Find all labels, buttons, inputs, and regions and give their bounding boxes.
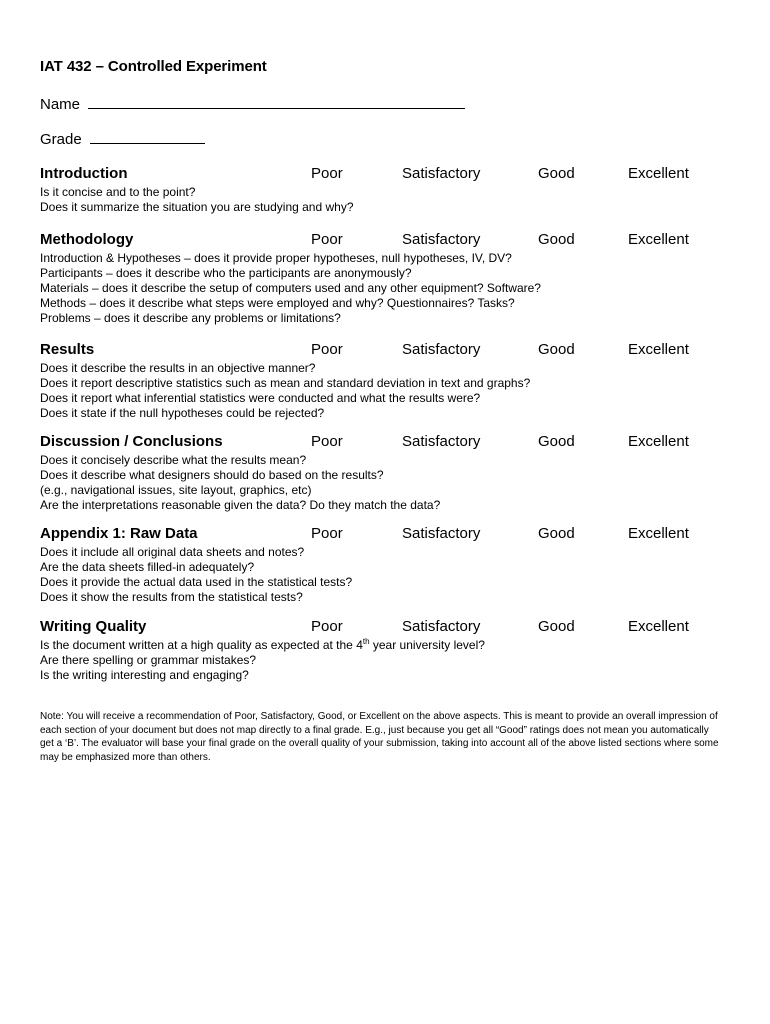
question-item: Problems – does it describe any problems or limitations? xyxy=(40,311,341,325)
section-title: Introduction xyxy=(40,165,128,182)
question-item: Does it report what inferential statistics were conducted and what the results were? xyxy=(40,391,481,405)
rating-excellent: Excellent xyxy=(628,525,689,542)
document-title: IAT 432 – Controlled Experiment xyxy=(40,58,267,75)
section-title: Writing Quality xyxy=(40,618,147,635)
section-methodology xyxy=(40,231,740,326)
rating-satisfactory: Satisfactory xyxy=(402,433,481,450)
name-blank-line xyxy=(88,94,465,109)
rating-excellent: Excellent xyxy=(628,433,689,450)
question-item: Does it concisely describe what the results mean? xyxy=(40,453,307,467)
question-item: Does it include all original data sheets and notes? xyxy=(40,545,305,559)
rating-satisfactory: Satisfactory xyxy=(402,165,481,182)
section-appendix xyxy=(40,525,740,605)
question-item: Does it report descriptive statistics such as mean and standard deviation in text and graphs? xyxy=(40,376,531,390)
rating-satisfactory: Satisfactory xyxy=(402,231,481,248)
rating-poor: Poor xyxy=(311,231,343,248)
question-item: Are the interpretations reasonable given the data? Do they match the data? xyxy=(40,498,441,512)
rating-poor: Poor xyxy=(311,165,343,182)
section-title: Methodology xyxy=(40,231,134,248)
question-text: Is the document written at a high quality as expected at the 4 xyxy=(40,638,363,652)
section-discussion xyxy=(40,433,740,513)
question-item: Participants – does it describe who the participants are anonymously? xyxy=(40,266,412,280)
section-introduction xyxy=(40,165,740,215)
rating-excellent: Excellent xyxy=(628,341,689,358)
section-title: Discussion / Conclusions xyxy=(40,433,223,450)
rating-good: Good xyxy=(538,231,575,248)
rating-poor: Poor xyxy=(311,433,343,450)
section-title: Appendix 1: Raw Data xyxy=(40,525,198,542)
rating-satisfactory: Satisfactory xyxy=(402,618,481,635)
question-item: Does it state if the null hypotheses could be rejected? xyxy=(40,406,325,420)
ordinal-suffix: th xyxy=(362,637,370,646)
question-item: (e.g., navigational issues, site layout, graphics, etc) xyxy=(40,483,312,497)
rating-excellent: Excellent xyxy=(628,231,689,248)
name-label: Name xyxy=(40,96,81,113)
rating-satisfactory: Satisfactory xyxy=(402,525,481,542)
name-field xyxy=(40,94,465,113)
rating-satisfactory: Satisfactory xyxy=(402,341,481,358)
rating-good: Good xyxy=(538,433,575,450)
question-item: Does it show the results from the statistical tests? xyxy=(40,590,303,604)
question-item: Does it describe the results in an objective manner? xyxy=(40,361,316,375)
rating-good: Good xyxy=(538,341,575,358)
rating-excellent: Excellent xyxy=(628,165,689,182)
section-writing-quality xyxy=(40,618,740,683)
question-item: Is the writing interesting and engaging? xyxy=(40,668,249,682)
grade-field xyxy=(40,129,205,148)
question-item: Does it describe what designers should do based on the results? xyxy=(40,468,384,482)
grading-note: Note: You will receive a recommendation of Poor, Satisfactory, Good, or Excellent on the above aspects. This is meant to provide an overall impression of each section of your document but does not map directly to a final grade. E.g., just because you get all “Good” ratings does not mean you automatically get a ‘B’. The evaluator will base your final grade on the overall quality of your submission, taking into account all of the above listed sections where some may be emphasized more than others. xyxy=(40,711,719,763)
question-item: Materials – does it describe the setup of computers used and any other equipment? Software? xyxy=(40,281,541,295)
section-results xyxy=(40,341,740,421)
rating-good: Good xyxy=(538,165,575,182)
question-item: Are the data sheets filled-in adequately? xyxy=(40,560,255,574)
rating-poor: Poor xyxy=(311,618,343,635)
rating-poor: Poor xyxy=(311,341,343,358)
rating-good: Good xyxy=(538,618,575,635)
question-item: Does it summarize the situation you are studying and why? xyxy=(40,200,354,214)
rating-excellent: Excellent xyxy=(628,618,689,635)
question-item: Methods – does it describe what steps were employed and why? Questionnaires? Tasks? xyxy=(40,296,515,310)
question-item: Introduction & Hypotheses – does it provide proper hypotheses, null hypotheses, IV, DV? xyxy=(40,251,512,265)
section-title: Results xyxy=(40,341,95,358)
rating-poor: Poor xyxy=(311,525,343,542)
question-item: Does it provide the actual data used in the statistical tests? xyxy=(40,575,353,589)
question-item xyxy=(40,638,740,653)
question-text: year university level? xyxy=(369,638,485,652)
question-item: Are there spelling or grammar mistakes? xyxy=(40,653,257,667)
rating-good: Good xyxy=(538,525,575,542)
grade-blank-line xyxy=(90,129,205,144)
question-item: Is it concise and to the point? xyxy=(40,185,196,199)
grade-label: Grade xyxy=(40,131,82,148)
